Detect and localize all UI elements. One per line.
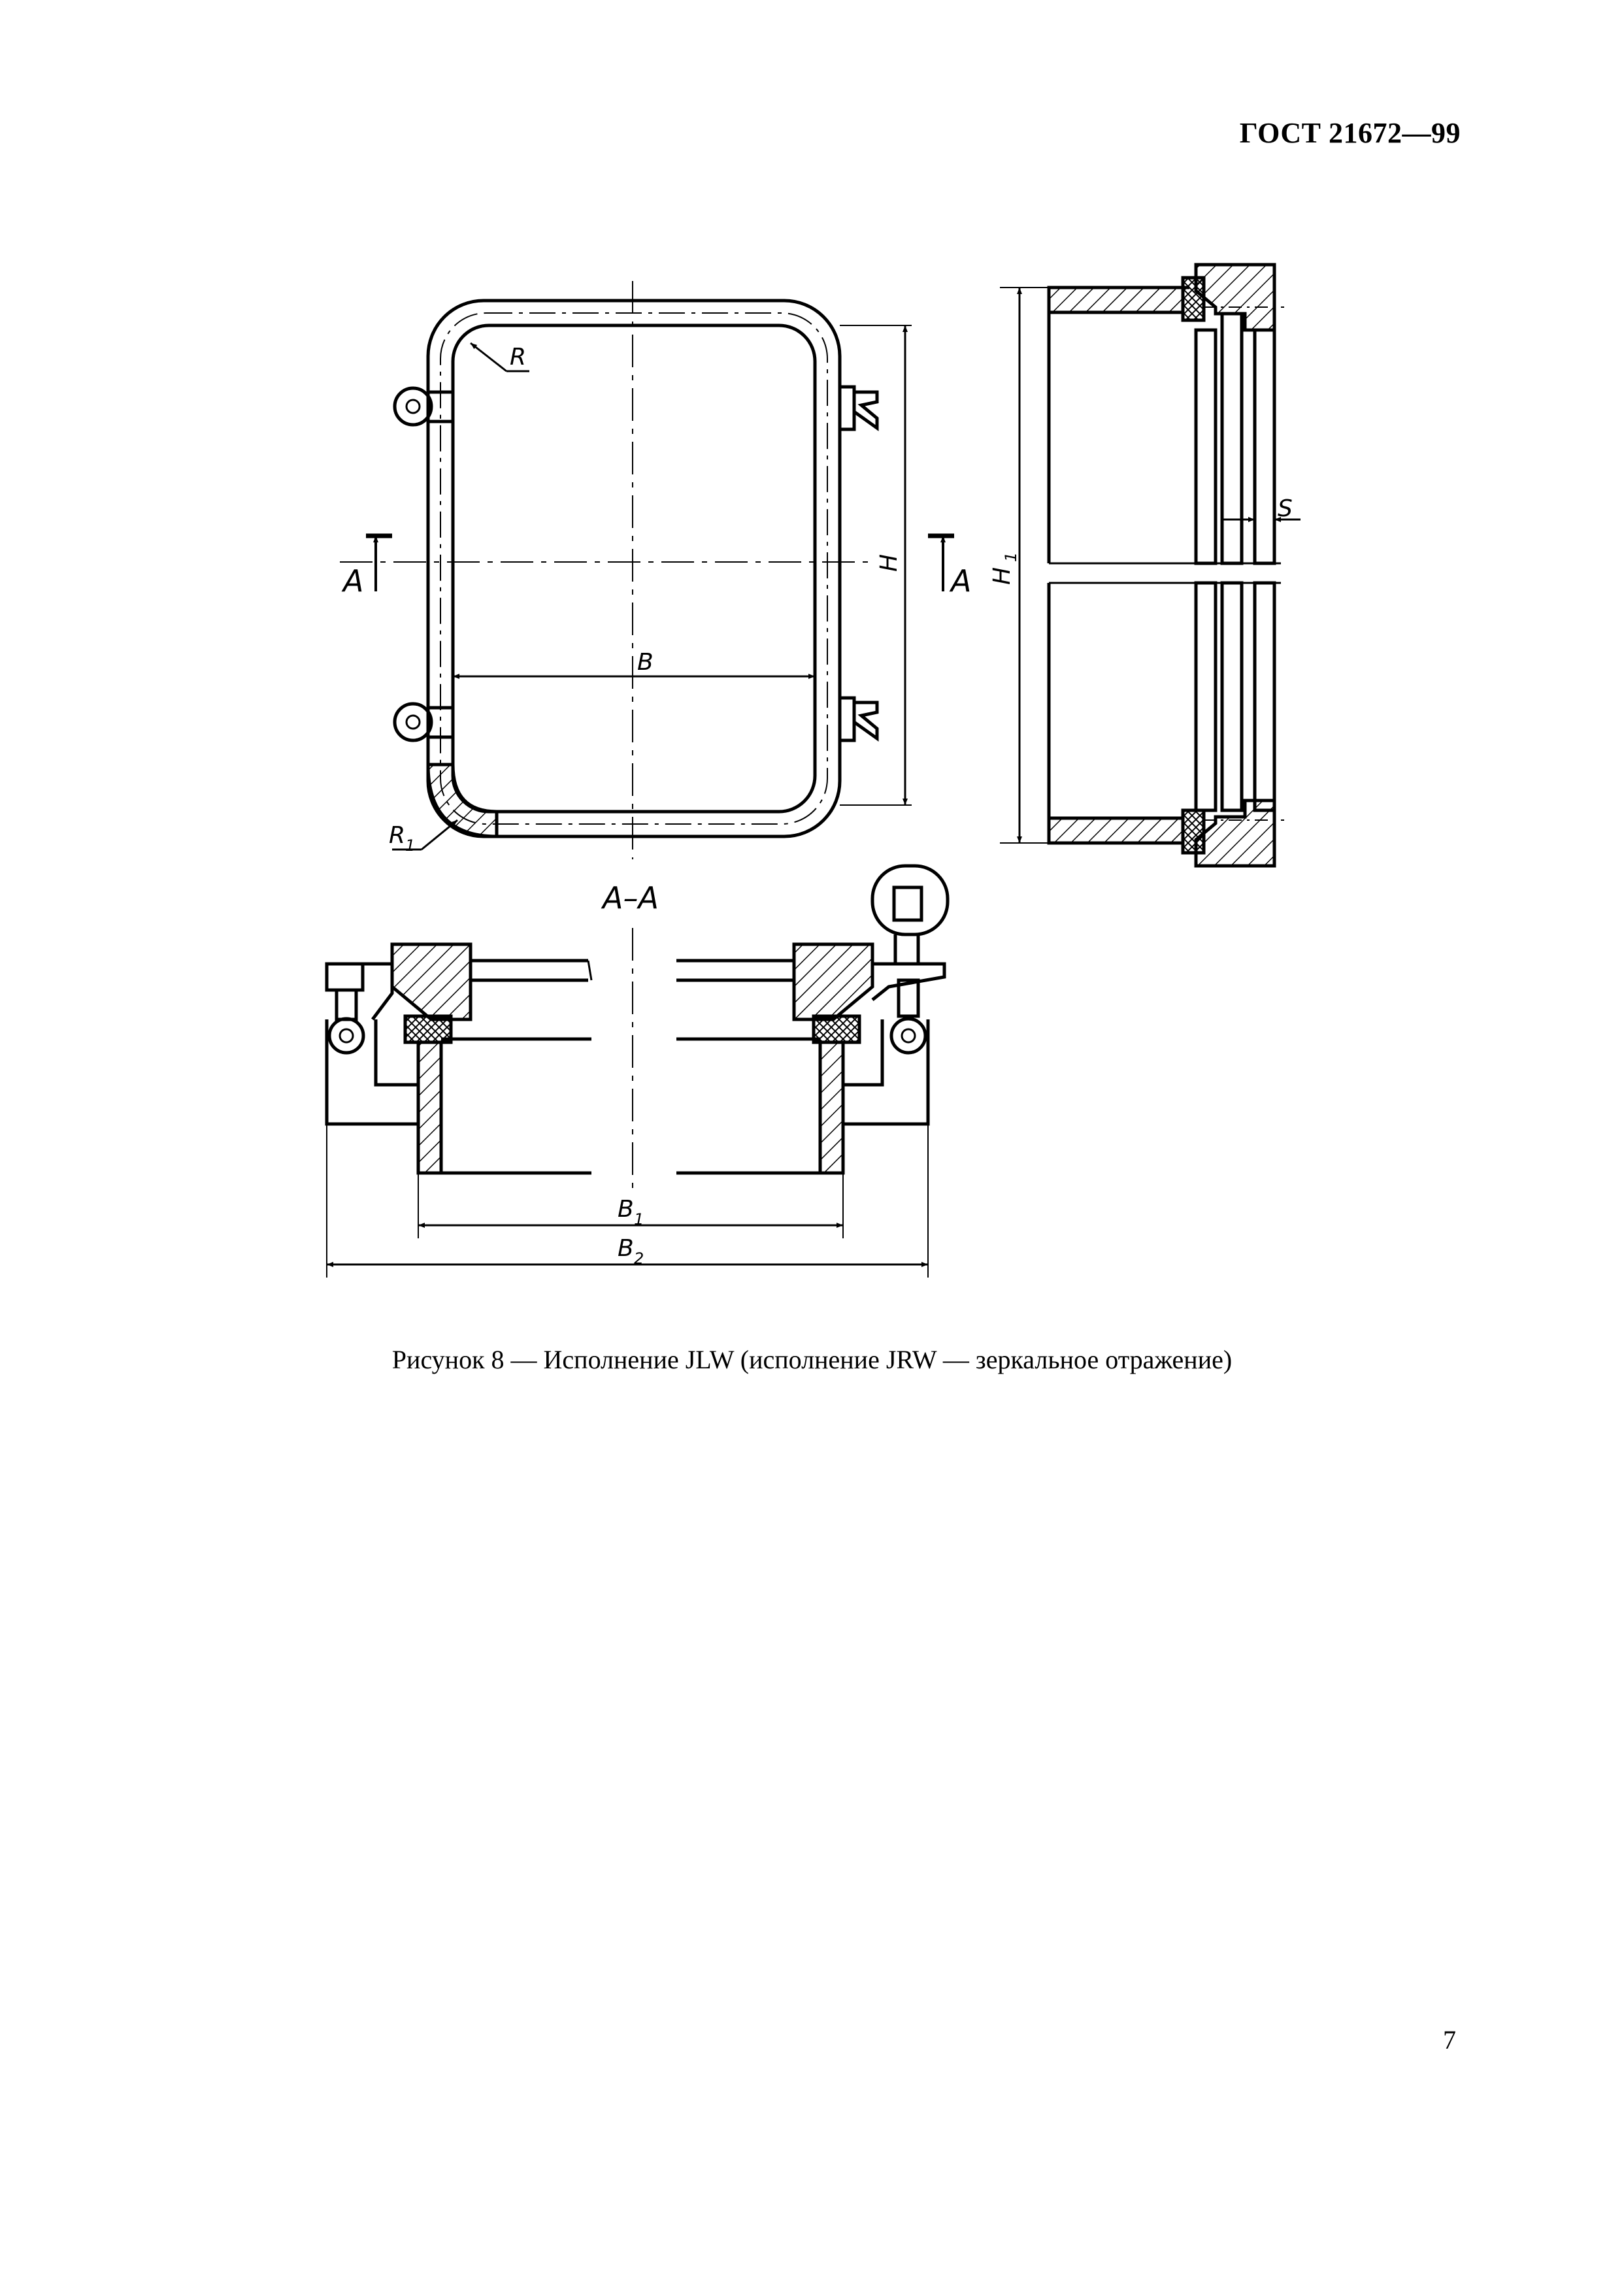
radius-label: R (510, 344, 527, 371)
width-2-sub: 2 (634, 1249, 644, 1268)
height-1-sub: 1 (1002, 552, 1020, 562)
hinge-top (395, 388, 453, 425)
standard-header: ГОСТ 21672—99 (1239, 117, 1461, 149)
figure-caption: Рисунок 8 — Исполнение JLW (исполнение JRW — зеркальное отражение) (391, 1345, 1233, 1374)
height-label: H (876, 553, 903, 572)
side-view-labels (989, 495, 1293, 585)
latch-bottom (840, 698, 877, 740)
frame-centerline (440, 313, 827, 824)
side-view (1000, 265, 1301, 866)
radius-1-label: R (389, 822, 406, 849)
corner-section (428, 765, 497, 836)
frame-outer (428, 301, 840, 836)
section-mark-left: A (343, 563, 364, 599)
width-1-sub: 1 (634, 1210, 644, 1229)
section-mark-right: A (951, 563, 972, 599)
front-view (340, 281, 954, 859)
width-2-label: B (618, 1235, 634, 1262)
section-title: A–A (603, 880, 659, 916)
width-label: B (637, 649, 654, 676)
hinge-bottom (395, 704, 453, 740)
page-number: 7 (1443, 2025, 1456, 2055)
frame-inner (453, 325, 815, 812)
width-1-label: B (618, 1196, 634, 1223)
radius-1-sub: 1 (405, 836, 416, 855)
latch-top (840, 387, 877, 429)
section-aa-labels (601, 880, 659, 1268)
thickness-label: S (1278, 495, 1293, 522)
height-1-label: H (989, 567, 1016, 585)
